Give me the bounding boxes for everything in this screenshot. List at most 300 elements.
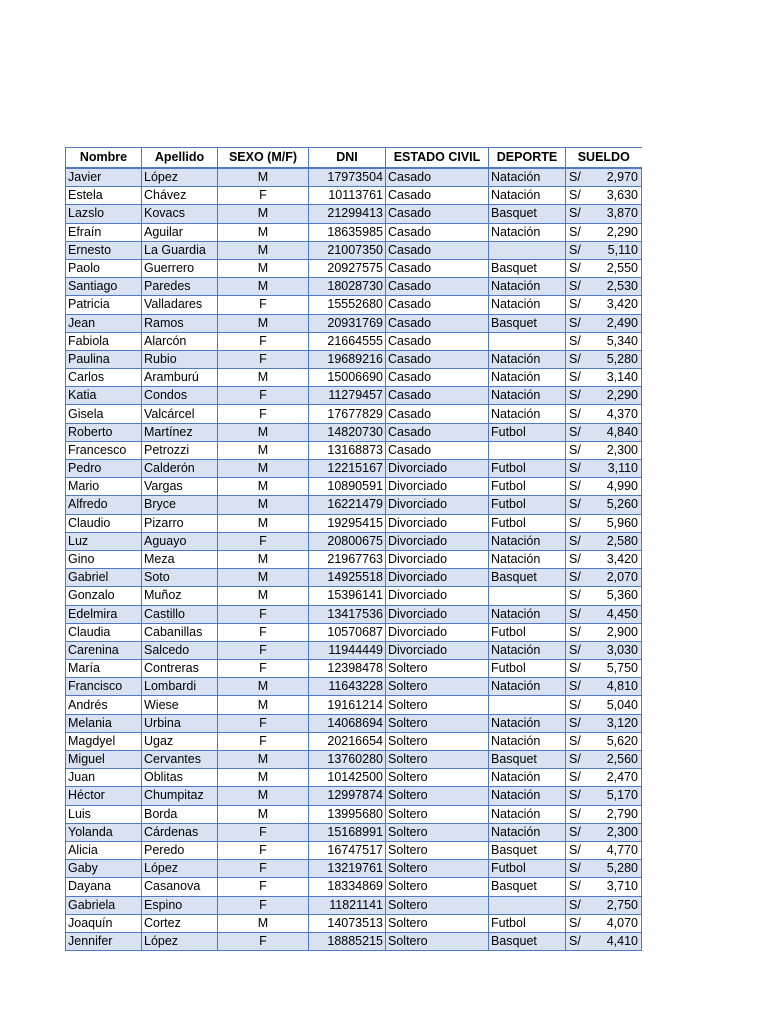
cell-sexo[interactable]: M [218,223,309,241]
cell-nombre[interactable]: Alicia [66,841,142,859]
cell-deporte[interactable] [489,587,566,605]
header-estado-civil[interactable]: ESTADO CIVIL [386,148,489,169]
cell-nombre[interactable]: Dayana [66,878,142,896]
cell-nombre[interactable]: Fabiola [66,332,142,350]
cell-deporte[interactable]: Natación [489,605,566,623]
cell-sexo[interactable]: F [218,532,309,550]
cell-sexo[interactable]: M [218,569,309,587]
cell-estado-civil[interactable]: Casado [386,387,489,405]
cell-sexo[interactable]: F [218,387,309,405]
cell-deporte[interactable]: Natación [489,823,566,841]
cell-dni[interactable]: 20927575 [309,259,386,277]
cell-sueldo[interactable] [566,187,642,205]
cell-dni[interactable]: 10570687 [309,623,386,641]
cell-sexo[interactable]: M [218,769,309,787]
cell-apellido[interactable]: Borda [142,805,218,823]
cell-dni[interactable]: 13417536 [309,605,386,623]
cell-estado-civil[interactable]: Soltero [386,787,489,805]
cell-apellido[interactable]: Lombardi [142,678,218,696]
cell-apellido[interactable]: Martínez [142,423,218,441]
cell-estado-civil[interactable]: Casado [386,278,489,296]
cell-estado-civil[interactable]: Soltero [386,660,489,678]
cell-sexo[interactable]: M [218,441,309,459]
cell-nombre[interactable]: Ernesto [66,241,142,259]
cell-estado-civil[interactable]: Casado [386,423,489,441]
cell-sueldo[interactable] [566,914,642,932]
cell-apellido[interactable]: Valladares [142,296,218,314]
cell-dni[interactable]: 21664555 [309,332,386,350]
cell-sexo[interactable]: F [218,860,309,878]
cell-nombre[interactable]: Gabriel [66,569,142,587]
cell-apellido[interactable]: Espino [142,896,218,914]
cell-sexo[interactable]: F [218,187,309,205]
cell-sexo[interactable]: F [218,350,309,368]
cell-sueldo[interactable] [566,441,642,459]
cell-sueldo[interactable] [566,860,642,878]
cell-sueldo[interactable] [566,369,642,387]
cell-dni[interactable]: 21007350 [309,241,386,259]
cell-estado-civil[interactable]: Soltero [386,896,489,914]
cell-apellido[interactable]: Aramburú [142,369,218,387]
cell-sueldo[interactable] [566,769,642,787]
cell-deporte[interactable]: Basquet [489,841,566,859]
cell-nombre[interactable]: Gonzalo [66,587,142,605]
cell-deporte[interactable] [489,896,566,914]
header-deporte[interactable]: DEPORTE [489,148,566,169]
cell-sexo[interactable]: F [218,878,309,896]
cell-deporte[interactable]: Basquet [489,932,566,950]
cell-nombre[interactable]: Gino [66,550,142,568]
cell-nombre[interactable]: Francisco [66,678,142,696]
cell-dni[interactable]: 18028730 [309,278,386,296]
cell-estado-civil[interactable]: Casado [386,314,489,332]
cell-estado-civil[interactable]: Divorciado [386,496,489,514]
cell-estado-civil[interactable]: Casado [386,223,489,241]
cell-nombre[interactable]: Andrés [66,696,142,714]
cell-dni[interactable]: 18635985 [309,223,386,241]
cell-nombre[interactable]: Estela [66,187,142,205]
cell-estado-civil[interactable]: Casado [386,350,489,368]
cell-nombre[interactable]: Patricia [66,296,142,314]
cell-estado-civil[interactable]: Casado [386,405,489,423]
cell-apellido[interactable]: Calderón [142,460,218,478]
cell-estado-civil[interactable]: Casado [386,441,489,459]
cell-sueldo[interactable] [566,205,642,223]
cell-deporte[interactable] [489,441,566,459]
cell-apellido[interactable]: Ramos [142,314,218,332]
cell-deporte[interactable]: Basquet [489,259,566,277]
cell-apellido[interactable]: Wiese [142,696,218,714]
cell-deporte[interactable]: Natación [489,223,566,241]
cell-estado-civil[interactable]: Soltero [386,841,489,859]
cell-deporte[interactable]: Natación [489,678,566,696]
cell-sueldo[interactable] [566,569,642,587]
cell-deporte[interactable]: Natación [489,405,566,423]
cell-apellido[interactable]: Salcedo [142,641,218,659]
cell-nombre[interactable]: Luis [66,805,142,823]
cell-apellido[interactable]: Aguayo [142,532,218,550]
cell-dni[interactable]: 19161214 [309,696,386,714]
cell-deporte[interactable]: Natación [489,278,566,296]
cell-apellido[interactable]: Casanova [142,878,218,896]
cell-sueldo[interactable] [566,314,642,332]
cell-sueldo[interactable] [566,259,642,277]
cell-sexo[interactable]: M [218,550,309,568]
cell-sexo[interactable]: F [218,605,309,623]
cell-sueldo[interactable] [566,478,642,496]
cell-dni[interactable]: 12997874 [309,787,386,805]
cell-deporte[interactable]: Futbol [489,460,566,478]
cell-apellido[interactable]: Cabanillas [142,623,218,641]
cell-nombre[interactable]: Lazslo [66,205,142,223]
cell-sueldo[interactable] [566,550,642,568]
cell-sueldo[interactable] [566,641,642,659]
cell-sueldo[interactable] [566,387,642,405]
cell-dni[interactable]: 14820730 [309,423,386,441]
cell-estado-civil[interactable]: Divorciado [386,641,489,659]
cell-estado-civil[interactable]: Soltero [386,878,489,896]
cell-estado-civil[interactable]: Soltero [386,769,489,787]
cell-sexo[interactable]: M [218,278,309,296]
cell-dni[interactable]: 10113761 [309,187,386,205]
cell-apellido[interactable]: Guerrero [142,259,218,277]
cell-apellido[interactable]: Pizarro [142,514,218,532]
cell-apellido[interactable]: Paredes [142,278,218,296]
cell-nombre[interactable]: Francesco [66,441,142,459]
cell-sexo[interactable]: M [218,751,309,769]
cell-dni[interactable]: 15552680 [309,296,386,314]
cell-deporte[interactable]: Futbol [489,423,566,441]
cell-apellido[interactable]: Castillo [142,605,218,623]
cell-nombre[interactable]: Jennifer [66,932,142,950]
cell-sueldo[interactable] [566,732,642,750]
cell-nombre[interactable]: Alfredo [66,496,142,514]
cell-deporte[interactable]: Natación [489,387,566,405]
cell-nombre[interactable]: Gabriela [66,896,142,914]
cell-estado-civil[interactable]: Casado [386,259,489,277]
cell-deporte[interactable] [489,241,566,259]
cell-sueldo[interactable] [566,696,642,714]
cell-sexo[interactable]: M [218,205,309,223]
cell-dni[interactable]: 20800675 [309,532,386,550]
cell-nombre[interactable]: Magdyel [66,732,142,750]
cell-estado-civil[interactable]: Soltero [386,805,489,823]
cell-sexo[interactable]: F [218,623,309,641]
cell-nombre[interactable]: María [66,660,142,678]
cell-sexo[interactable]: F [218,896,309,914]
cell-apellido[interactable]: Urbina [142,714,218,732]
cell-nombre[interactable]: Mario [66,478,142,496]
cell-dni[interactable]: 11643228 [309,678,386,696]
cell-estado-civil[interactable]: Divorciado [386,478,489,496]
cell-sueldo[interactable] [566,460,642,478]
cell-deporte[interactable]: Natación [489,369,566,387]
cell-sexo[interactable]: F [218,660,309,678]
cell-nombre[interactable]: Efraín [66,223,142,241]
cell-dni[interactable]: 18334869 [309,878,386,896]
header-apellido[interactable]: Apellido [142,148,218,169]
cell-sexo[interactable]: M [218,259,309,277]
cell-apellido[interactable]: Valcárcel [142,405,218,423]
cell-dni[interactable]: 14925518 [309,569,386,587]
cell-deporte[interactable]: Natación [489,296,566,314]
cell-dni[interactable]: 15396141 [309,587,386,605]
cell-deporte[interactable]: Basquet [489,751,566,769]
cell-sueldo[interactable] [566,714,642,732]
cell-apellido[interactable]: Meza [142,550,218,568]
cell-sexo[interactable]: M [218,478,309,496]
cell-deporte[interactable]: Natación [489,532,566,550]
cell-estado-civil[interactable]: Divorciado [386,623,489,641]
cell-estado-civil[interactable]: Casado [386,332,489,350]
cell-sexo[interactable]: M [218,241,309,259]
cell-dni[interactable]: 10142500 [309,769,386,787]
cell-sueldo[interactable] [566,896,642,914]
header-sueldo[interactable]: SUELDO [566,148,642,169]
cell-apellido[interactable]: Contreras [142,660,218,678]
cell-estado-civil[interactable]: Soltero [386,860,489,878]
cell-nombre[interactable]: Luz [66,532,142,550]
cell-sexo[interactable]: M [218,805,309,823]
cell-deporte[interactable]: Natación [489,732,566,750]
cell-apellido[interactable]: Kovacs [142,205,218,223]
cell-estado-civil[interactable]: Soltero [386,714,489,732]
cell-dni[interactable]: 15168991 [309,823,386,841]
cell-nombre[interactable]: Carlos [66,369,142,387]
cell-deporte[interactable]: Futbol [489,478,566,496]
cell-sexo[interactable]: F [218,641,309,659]
cell-sueldo[interactable] [566,532,642,550]
cell-apellido[interactable]: Cárdenas [142,823,218,841]
cell-nombre[interactable]: Javier [66,168,142,187]
cell-estado-civil[interactable]: Soltero [386,678,489,696]
cell-estado-civil[interactable]: Casado [386,205,489,223]
cell-estado-civil[interactable]: Soltero [386,932,489,950]
cell-estado-civil[interactable]: Casado [386,369,489,387]
cell-dni[interactable]: 13995680 [309,805,386,823]
cell-sueldo[interactable] [566,587,642,605]
cell-nombre[interactable]: Claudio [66,514,142,532]
cell-nombre[interactable]: Paolo [66,259,142,277]
cell-deporte[interactable]: Futbol [489,514,566,532]
cell-sueldo[interactable] [566,751,642,769]
cell-nombre[interactable]: Edelmira [66,605,142,623]
cell-sexo[interactable]: F [218,932,309,950]
cell-estado-civil[interactable]: Divorciado [386,460,489,478]
cell-apellido[interactable]: Vargas [142,478,218,496]
cell-estado-civil[interactable]: Soltero [386,732,489,750]
cell-estado-civil[interactable]: Soltero [386,823,489,841]
cell-apellido[interactable]: Bryce [142,496,218,514]
cell-sueldo[interactable] [566,805,642,823]
header-dni[interactable]: DNI [309,148,386,169]
cell-nombre[interactable]: Pedro [66,460,142,478]
cell-apellido[interactable]: Oblitas [142,769,218,787]
cell-deporte[interactable]: Natación [489,787,566,805]
cell-sexo[interactable]: M [218,587,309,605]
cell-apellido[interactable]: Muñoz [142,587,218,605]
cell-deporte[interactable]: Basquet [489,878,566,896]
cell-deporte[interactable]: Natación [489,714,566,732]
cell-dni[interactable]: 13760280 [309,751,386,769]
cell-dni[interactable]: 11944449 [309,641,386,659]
cell-dni[interactable]: 16747517 [309,841,386,859]
cell-dni[interactable]: 20216654 [309,732,386,750]
cell-sexo[interactable]: F [218,823,309,841]
cell-sexo[interactable]: F [218,296,309,314]
cell-deporte[interactable]: Futbol [489,496,566,514]
cell-apellido[interactable]: Ugaz [142,732,218,750]
cell-nombre[interactable]: Carenina [66,641,142,659]
cell-apellido[interactable]: Cortez [142,914,218,932]
cell-estado-civil[interactable]: Divorciado [386,514,489,532]
cell-sueldo[interactable] [566,660,642,678]
cell-estado-civil[interactable]: Casado [386,187,489,205]
cell-deporte[interactable] [489,332,566,350]
cell-sexo[interactable]: F [218,332,309,350]
cell-estado-civil[interactable]: Divorciado [386,532,489,550]
cell-sueldo[interactable] [566,405,642,423]
cell-nombre[interactable]: Melania [66,714,142,732]
cell-nombre[interactable]: Yolanda [66,823,142,841]
cell-dni[interactable]: 11279457 [309,387,386,405]
cell-sueldo[interactable] [566,223,642,241]
cell-apellido[interactable]: Aguilar [142,223,218,241]
cell-deporte[interactable]: Futbol [489,860,566,878]
cell-dni[interactable]: 15006690 [309,369,386,387]
cell-estado-civil[interactable]: Casado [386,168,489,187]
cell-apellido[interactable]: López [142,932,218,950]
cell-sexo[interactable]: M [218,460,309,478]
cell-sueldo[interactable] [566,278,642,296]
cell-sexo[interactable]: M [218,314,309,332]
cell-sueldo[interactable] [566,241,642,259]
cell-estado-civil[interactable]: Divorciado [386,550,489,568]
cell-sexo[interactable]: M [218,914,309,932]
cell-sueldo[interactable] [566,787,642,805]
cell-deporte[interactable]: Natación [489,168,566,187]
cell-sexo[interactable]: M [218,168,309,187]
cell-apellido[interactable]: López [142,168,218,187]
cell-deporte[interactable] [489,696,566,714]
cell-sexo[interactable]: M [218,496,309,514]
cell-sexo[interactable]: M [218,423,309,441]
cell-nombre[interactable]: Miguel [66,751,142,769]
cell-dni[interactable]: 17973504 [309,168,386,187]
cell-deporte[interactable]: Natación [489,187,566,205]
cell-apellido[interactable]: Peredo [142,841,218,859]
cell-nombre[interactable]: Roberto [66,423,142,441]
cell-sexo[interactable]: M [218,514,309,532]
cell-estado-civil[interactable]: Divorciado [386,569,489,587]
cell-sueldo[interactable] [566,932,642,950]
cell-nombre[interactable]: Héctor [66,787,142,805]
cell-sexo[interactable]: M [218,787,309,805]
cell-nombre[interactable]: Katia [66,387,142,405]
cell-dni[interactable]: 12398478 [309,660,386,678]
cell-sueldo[interactable] [566,514,642,532]
cell-dni[interactable]: 13168873 [309,441,386,459]
cell-nombre[interactable]: Juan [66,769,142,787]
cell-sueldo[interactable] [566,332,642,350]
cell-dni[interactable]: 16221479 [309,496,386,514]
cell-sexo[interactable]: F [218,732,309,750]
cell-nombre[interactable]: Claudia [66,623,142,641]
cell-sueldo[interactable] [566,296,642,314]
cell-dni[interactable]: 19295415 [309,514,386,532]
cell-sueldo[interactable] [566,350,642,368]
cell-deporte[interactable]: Futbol [489,660,566,678]
cell-nombre[interactable]: Jean [66,314,142,332]
cell-apellido[interactable]: Chávez [142,187,218,205]
cell-apellido[interactable]: Soto [142,569,218,587]
cell-sexo[interactable]: M [218,369,309,387]
cell-apellido[interactable]: Chumpitaz [142,787,218,805]
cell-sueldo[interactable] [566,623,642,641]
cell-deporte[interactable]: Natación [489,769,566,787]
cell-dni[interactable]: 11821141 [309,896,386,914]
cell-apellido[interactable]: Petrozzi [142,441,218,459]
cell-dni[interactable]: 14073513 [309,914,386,932]
cell-apellido[interactable]: La Guardia [142,241,218,259]
cell-dni[interactable]: 21967763 [309,550,386,568]
cell-apellido[interactable]: Alarcón [142,332,218,350]
cell-dni[interactable]: 12215167 [309,460,386,478]
cell-sexo[interactable]: M [218,678,309,696]
cell-estado-civil[interactable]: Casado [386,296,489,314]
cell-dni[interactable]: 20931769 [309,314,386,332]
cell-sueldo[interactable] [566,823,642,841]
cell-estado-civil[interactable]: Divorciado [386,587,489,605]
cell-sexo[interactable]: M [218,696,309,714]
header-nombre[interactable]: Nombre [66,148,142,169]
cell-dni[interactable]: 21299413 [309,205,386,223]
cell-sexo[interactable]: F [218,714,309,732]
cell-apellido[interactable]: Cervantes [142,751,218,769]
cell-dni[interactable]: 13219761 [309,860,386,878]
cell-nombre[interactable]: Gaby [66,860,142,878]
cell-apellido[interactable]: Rubio [142,350,218,368]
cell-sueldo[interactable] [566,678,642,696]
cell-deporte[interactable]: Futbol [489,623,566,641]
cell-deporte[interactable]: Natación [489,350,566,368]
cell-deporte[interactable]: Basquet [489,314,566,332]
cell-nombre[interactable]: Santiago [66,278,142,296]
header-sexo[interactable]: SEXO (M/F) [218,148,309,169]
cell-deporte[interactable]: Futbol [489,914,566,932]
cell-estado-civil[interactable]: Divorciado [386,605,489,623]
cell-nombre[interactable]: Gisela [66,405,142,423]
cell-sexo[interactable]: F [218,405,309,423]
cell-sueldo[interactable] [566,168,642,187]
cell-deporte[interactable]: Natación [489,641,566,659]
cell-dni[interactable]: 14068694 [309,714,386,732]
cell-deporte[interactable]: Basquet [489,205,566,223]
cell-sueldo[interactable] [566,423,642,441]
cell-deporte[interactable]: Natación [489,805,566,823]
cell-estado-civil[interactable]: Soltero [386,751,489,769]
cell-estado-civil[interactable]: Soltero [386,914,489,932]
cell-sueldo[interactable] [566,878,642,896]
cell-dni[interactable]: 17677829 [309,405,386,423]
cell-sueldo[interactable] [566,841,642,859]
cell-estado-civil[interactable]: Casado [386,241,489,259]
cell-dni[interactable]: 18885215 [309,932,386,950]
cell-deporte[interactable]: Natación [489,550,566,568]
cell-dni[interactable]: 19689216 [309,350,386,368]
cell-dni[interactable]: 10890591 [309,478,386,496]
cell-sueldo[interactable] [566,605,642,623]
